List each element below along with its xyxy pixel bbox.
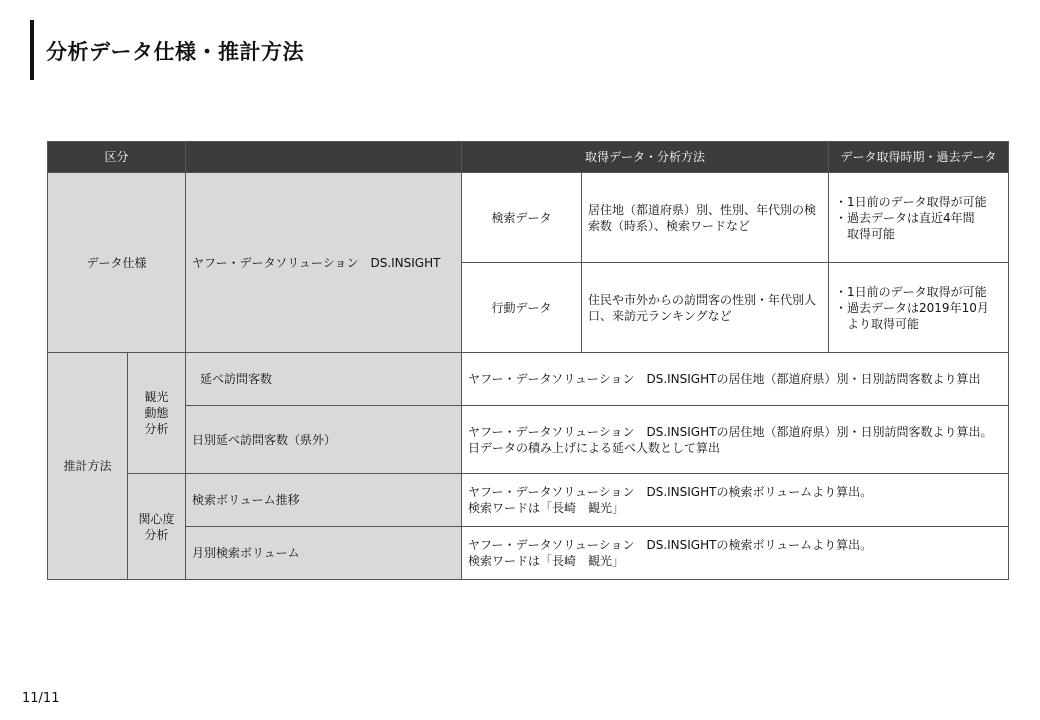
page-number: 11/11 — [22, 691, 60, 706]
header-blank — [186, 142, 462, 173]
estimation-desc: ヤフー・データソリューション DS.INSIGHTの検索ボリュームより算出。 検索ワードは「長崎 観光」 — [462, 474, 1009, 527]
estimation-name: 検索ボリューム推移 — [186, 474, 462, 527]
data-type-behavior: 行動データ — [462, 263, 582, 353]
data-period-search: ・1日前のデータ取得が可能 ・過去データは直近4年間 取得可能 — [829, 173, 1009, 263]
spec-table — [47, 141, 1009, 580]
estimation-desc: ヤフー・データソリューション DS.INSIGHTの居住地（都道府県）別・日別訪問客数より算出 — [462, 353, 1009, 406]
data-type-search: 検索データ — [462, 173, 582, 263]
data-content-behavior: 住民や市外からの訪問客の性別・年代別人口、来訪元ランキングなど — [582, 263, 829, 353]
data-spec-label: データ仕様 — [48, 173, 186, 353]
data-content-search: 居住地（都道府県）別、性別、年代別の検索数（時系）、検索ワードなど — [582, 173, 829, 263]
header-period: データ取得時期・過去データ — [829, 142, 1009, 173]
header-method: 取得データ・分析方法 — [462, 142, 829, 173]
estimation-name: 日別延べ訪問客数（県外） — [186, 406, 462, 474]
title-accent-bar — [30, 20, 34, 80]
header-kubun: 区分 — [48, 142, 186, 173]
estimation-group-tourism: 観光 動態 分析 — [128, 353, 186, 474]
data-spec-source: ヤフー・データソリューション DS.INSIGHT — [186, 173, 462, 353]
table-row — [48, 527, 1009, 580]
table-header-row — [48, 142, 1009, 173]
page-title: 分析データ仕様・推計方法 — [46, 40, 304, 64]
data-period-behavior: ・1日前のデータ取得が可能 ・過去データは2019年10月 より取得可能 — [829, 263, 1009, 353]
estimation-label: 推計方法 — [48, 353, 128, 580]
table-row — [48, 173, 1009, 263]
table-row — [48, 353, 1009, 406]
table-row — [48, 406, 1009, 474]
estimation-desc: ヤフー・データソリューション DS.INSIGHTの居住地（都道府県）別・日別訪問客数より算出。 日データの積み上げによる延べ人数として算出 — [462, 406, 1009, 474]
table-row — [48, 474, 1009, 527]
estimation-desc: ヤフー・データソリューション DS.INSIGHTの検索ボリュームより算出。 検索ワードは「長崎 観光」 — [462, 527, 1009, 580]
estimation-name: 月別検索ボリューム — [186, 527, 462, 580]
estimation-group-interest: 関心度 分析 — [128, 474, 186, 580]
estimation-name: 延べ訪問客数 — [186, 353, 462, 406]
